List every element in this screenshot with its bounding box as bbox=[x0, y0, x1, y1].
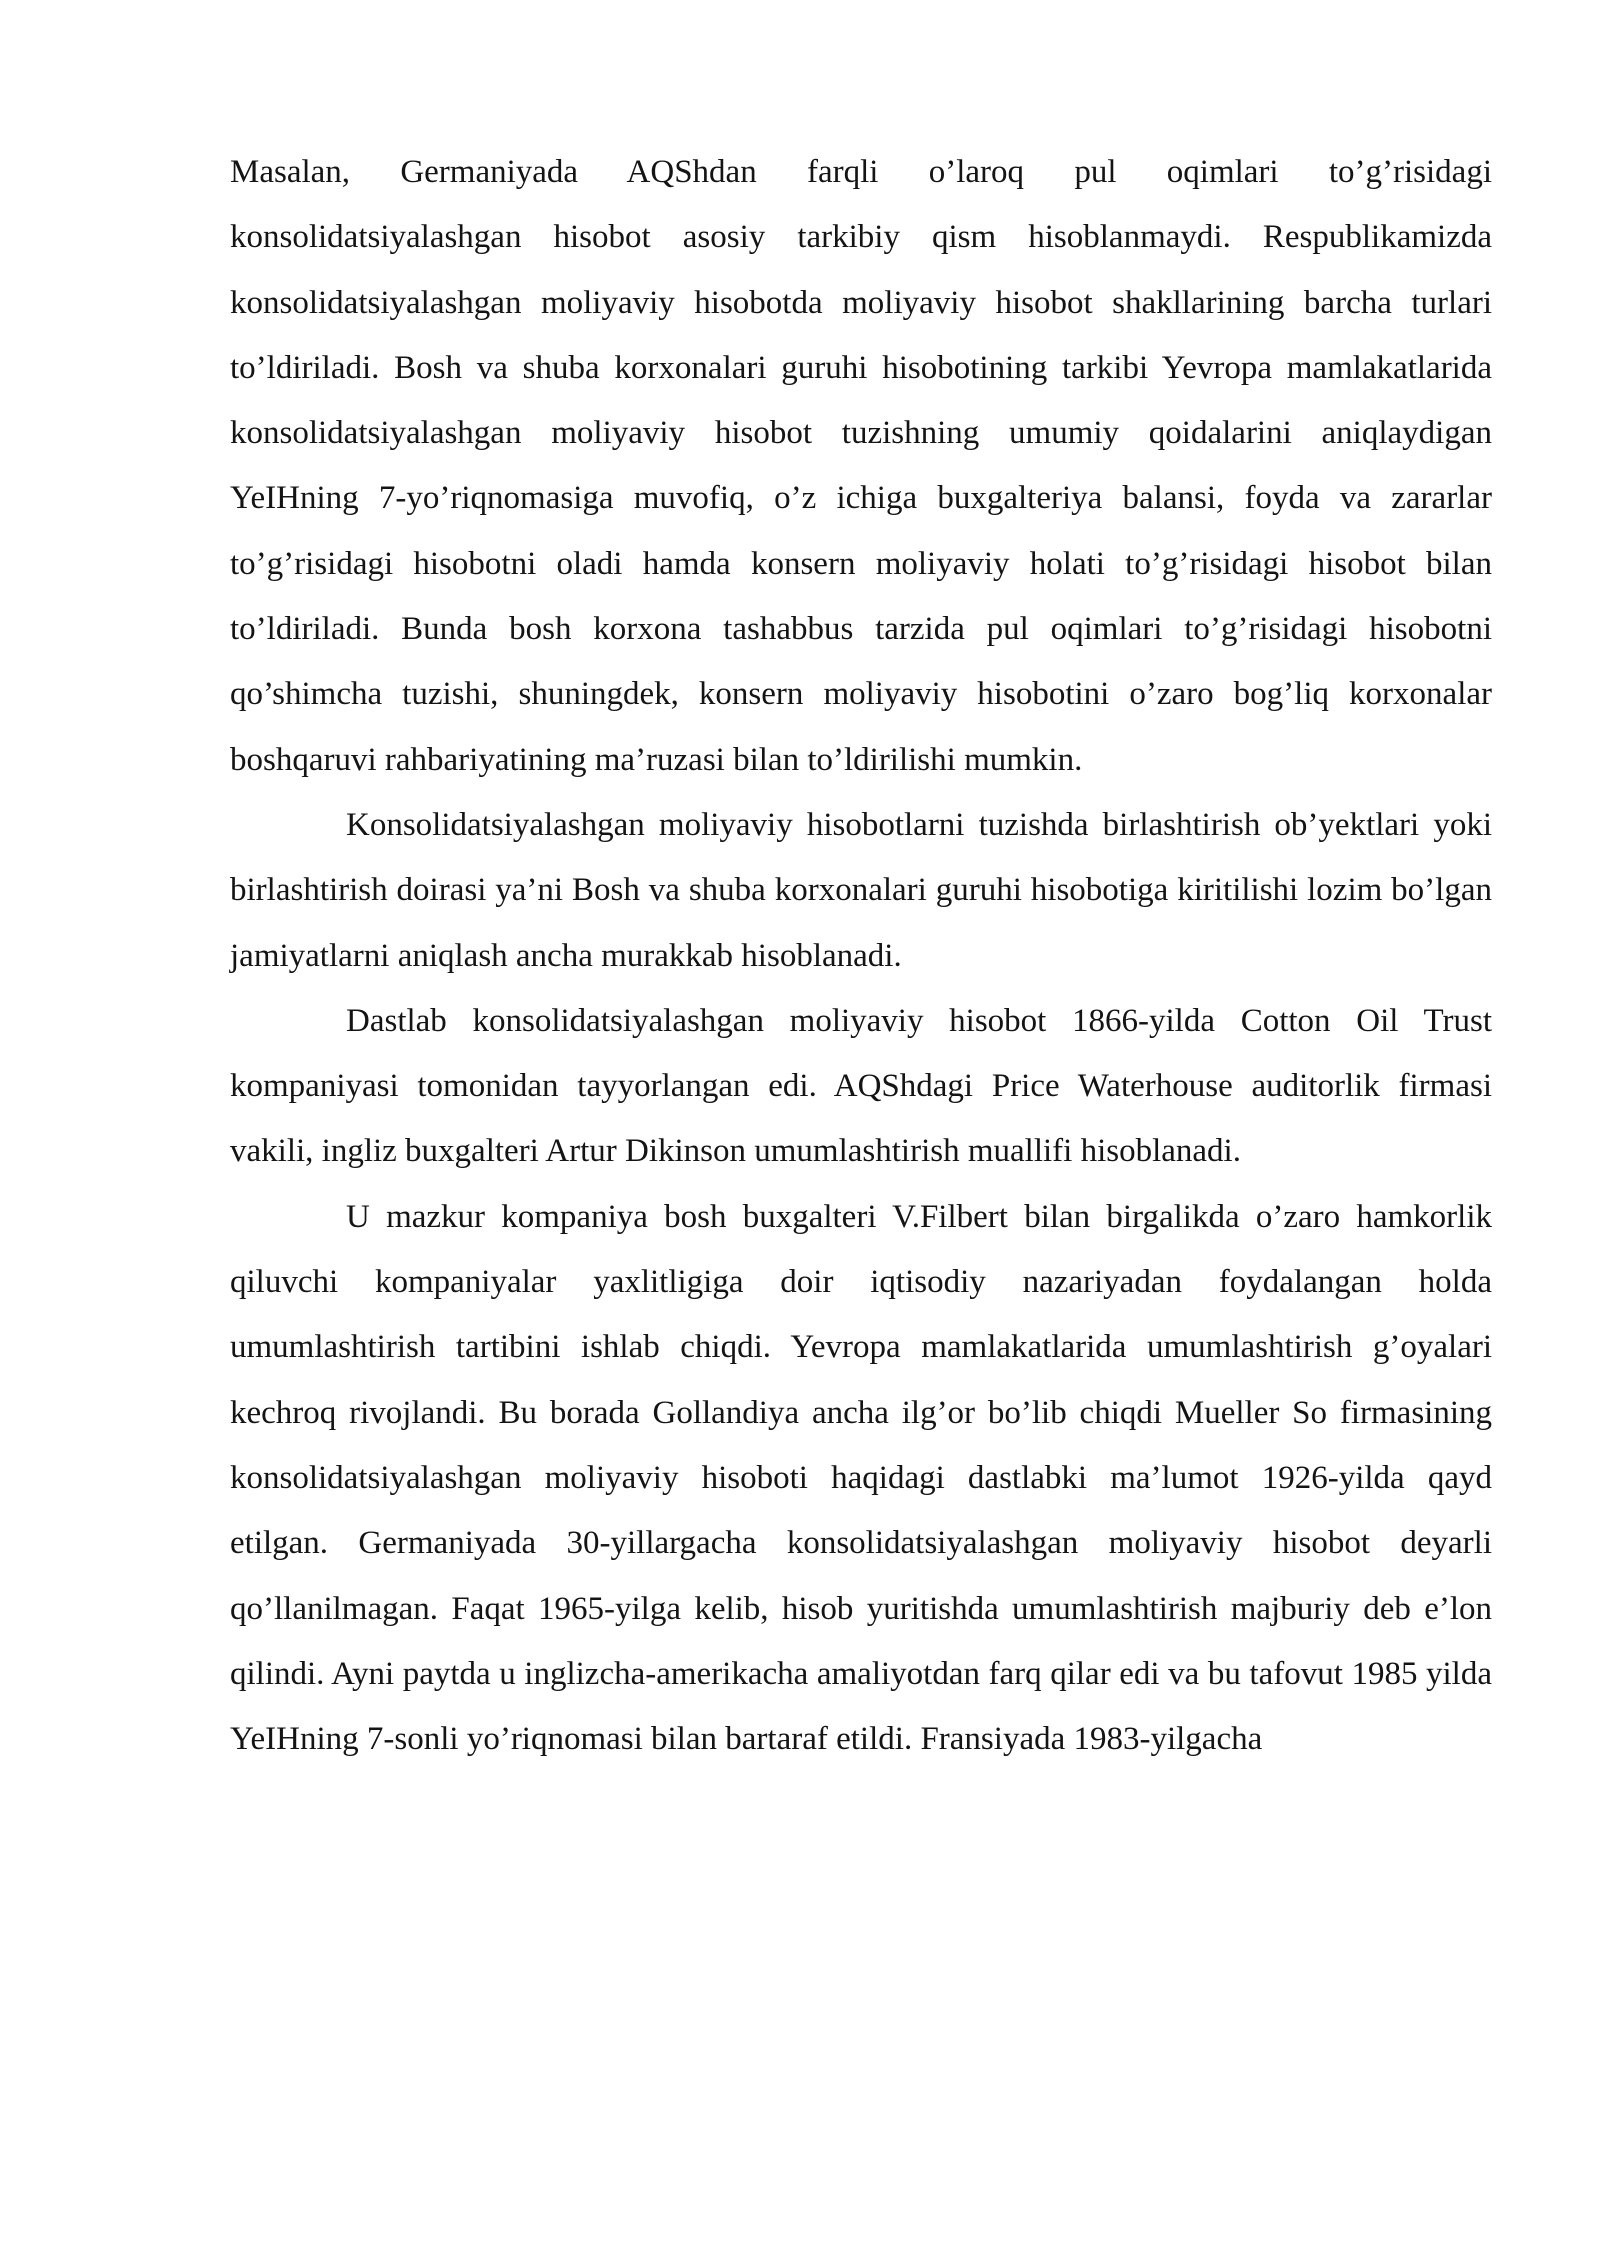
document-body bbox=[230, 140, 1492, 1772]
paragraph-2: Konsolidatsiyalashgan moliyaviy hisobotlarni tuzishda birlashtirish ob’yektlari yoki birlashtirish doirasi ya’ni Bosh va shuba korxonalari guruhi hisobotiga kiritilishi lozim bo’lgan jamiyatlarni aniqlash ancha murakkab hisoblanadi. bbox=[230, 806, 1492, 974]
paragraph-4: U mazkur kompaniya bosh buxgalteri V.Filbert bilan birgalikda o’zaro hamkorlik qiluvchi kompaniyalar yaxlitligiga doir iqtisodiy nazariyadan foydalangan holda umumlashtirish tartibini ishlab chiqdi. Yevropa mamlakatlarida umumlashtirish g’oyalari kechroq rivojlandi. Bu borada Gollandiya ancha ilg’or bo’lib chiqdi Mueller So firmasining konsolidatsiyalashgan moliyaviy hisoboti haqidagi dastlabki ma’lumot 1926-yilda qayd etilgan. Germaniyada 30-yillargacha konsolidatsiyalashgan moliyaviy hisobot deyarli qo’llanilmagan. Faqat 1965-yilga kelib, hisob yuritishda umumlashtirish majburiy deb e’lon qilindi. Ayni paytda u inglizcha-amerikacha amaliyotdan farq qilar edi va bu tafovut 1985 yilda YeIHning 7-sonli yo’riqnomasi bilan bartaraf etildi. Fransiyada 1983-yilgacha bbox=[230, 1198, 1492, 1758]
paragraph-3: Dastlab konsolidatsiyalashgan moliyaviy hisobot 1866-yilda Cotton Oil Trust kompaniyasi tomonidan tayyorlangan edi. AQShdagi Price Waterhouse auditorlik firmasi vakili, ingliz buxgalteri Artur Dikinson umumlashtirish muallifi hisoblanadi. bbox=[230, 1002, 1492, 1170]
paragraph-1: Masalan, Germaniyada AQShdan farqli o’laroq pul oqimlari to’g’risidagi konsolidatsiyalashgan hisobot asosiy tarkibiy qism hisoblanmaydi. Respublikamizda konsolidatsiyalashgan moliyaviy hisobotda moliyaviy hisobot shakllarining barcha turlari to’ldiriladi. Bosh va shuba korxonalari guruhi hisobotining tarkibi Yevropa mamlakatlarida konsolidatsiyalashgan moliyaviy hisobot tuzishning umumiy qoidalarini aniqlaydigan YeIHning 7-yo’riqnomasiga muvofiq, o’z ichiga buxgalteriya balansi, foyda va zararlar to’g’risidagi hisobotni oladi hamda konsern moliyaviy holati to’g’risidagi hisobot bilan to’ldiriladi. Bunda bosh korxona tashabbus tarzida pul oqimlari to’g’risidagi hisobotni qo’shimcha tuzishi, shuningdek, konsern moliyaviy hisobotini o’zaro bog’liq korxonalar boshqaruvi rahbariyatining ma’ruzasi bilan to’ldirilishi mumkin. bbox=[230, 154, 1492, 778]
